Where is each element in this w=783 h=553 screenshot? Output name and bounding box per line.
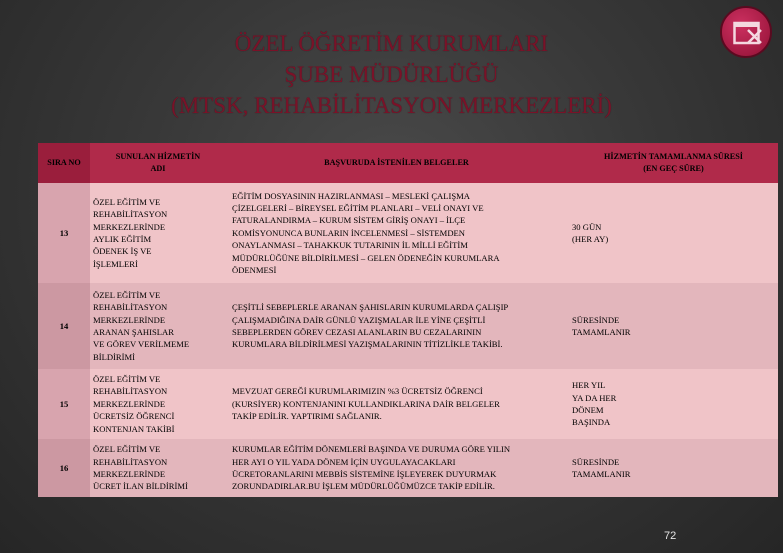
- row-service: ÖZEL EĞİTİM VE REHABİLİTASYON MERKEZLERİNDE ÜCRET İLAN BİLDİRİMİ: [90, 439, 226, 497]
- title-line-3: (MTSK, REHABİLİTASYON MERKEZLERİ): [171, 93, 612, 118]
- table-row: [38, 439, 778, 497]
- header-duration: HİZMETİN TAMAMLANMA SÜRESİ (EN GEÇ SÜRE): [564, 143, 778, 183]
- row-service: ÖZEL EĞİTİM VE REHABİLİTASYON MERKEZLERİNDE AYLIK EĞİTİM ÖDENEK İŞ VE İŞLEMLERİ: [90, 183, 226, 283]
- row-duration: 30 GÜN (HER AY): [564, 183, 778, 283]
- row-duration: SÜRESİNDE TAMAMLANIR: [564, 439, 778, 497]
- row-number: 16: [38, 439, 90, 497]
- row-number: 13: [38, 183, 90, 283]
- table-row: [38, 283, 778, 369]
- row-documents: MEVZUAT GEREĞİ KURUMLARIMIZIN %3 ÜCRETSİZ ÖĞRENCİ (KURSİYER) KONTENJANINI KULLANDIKLARINA DAİR BELGELER TAKİP EDİLİR. YAPTIRIMI SAĞLANIR.: [226, 369, 564, 439]
- header-service-name: SUNULAN HİZMETİN ADI: [90, 143, 226, 183]
- title-line-2: ŞUBE MÜDÜRLÜĞÜ: [284, 62, 499, 87]
- table-row: [38, 183, 778, 283]
- table-row: [38, 369, 778, 439]
- header-sira-no: SIRA NO: [38, 143, 90, 183]
- row-documents: ÇEŞİTLİ SEBEPLERLE ARANAN ŞAHISLARIN KURUMLARDA ÇALIŞIP ÇALIŞMADIĞINA DAİR GÜNLÜ YAZIŞMALAR İLE YİNE ÇEŞİTLİ SEBEPLERDEN GÖREV CEZASI ALANLARIN BU CEZALARININ KURUMLARA BİLDİRİLMESİ YAZIŞMALARININ TİTİZLİKLE TAKİBİ.: [226, 283, 564, 369]
- row-duration: SÜRESİNDE TAMAMLANIR: [564, 283, 778, 369]
- services-table: [38, 143, 778, 497]
- header-documents: BAŞVURUDA İSTENİLEN BELGELER: [226, 143, 564, 183]
- table-header-row: [38, 143, 778, 183]
- row-duration: HER YIL YA DA HER DÖNEM BAŞINDA: [564, 369, 778, 439]
- slide-title: [0, 28, 783, 121]
- row-service: ÖZEL EĞİTİM VE REHABİLİTASYON MERKEZLERİNDE ÜCRETSİZ ÖĞRENCİ KONTENJAN TAKİBİ: [90, 369, 226, 439]
- row-service: ÖZEL EĞİTİM VE REHABİLİTASYON MERKEZLERİNDE ARANAN ŞAHISLAR VE GÖREV VERİLMEME BİLDİRİMİ: [90, 283, 226, 369]
- row-documents: KURUMLAR EĞİTİM DÖNEMLERİ BAŞINDA VE DURUMA GÖRE YILIN HER AYI O YIL YADA DÖNEM İÇİN UYGULAYACAKLARI ÜCRETORANLARINI MEBBİS SİSTEMİNE İŞLEYEREK DUYURMAK ZORUNDADIRLAR.BU İŞLEM MÜDÜRLÜĞÜMÜZCE TAKİP EDİLİR.: [226, 439, 564, 497]
- page-number: 72: [664, 530, 677, 542]
- row-documents: EĞİTİM DOSYASININ HAZIRLANMASI – MESLEKİ ÇALIŞMA ÇİZELGELERİ – BİREYSEL EĞİTİM PLANLARI – VELİ ONAYI VE FATURALANDIRMA – KURUM SİSTEM GİRİŞ ONAYI – İLÇE KOMİSYONUNCA BUNLARIN İNCELENMESİ – SİSTEMDEN ONAYLANMASI – TAHAKKUK TUTARININ İL MİLLİ EĞİTİM MÜDÜRLÜĞÜNE BİLDİRİLMESİ – GELEN ÖDENEĞİN KURUMLARA ÖDENMESİ: [226, 183, 564, 283]
- window-close-icon[interactable]: [720, 6, 772, 58]
- row-number: 15: [38, 369, 90, 439]
- title-line-1: ÖZEL ÖĞRETİM KURUMLARI: [234, 31, 549, 56]
- row-number: 14: [38, 283, 90, 369]
